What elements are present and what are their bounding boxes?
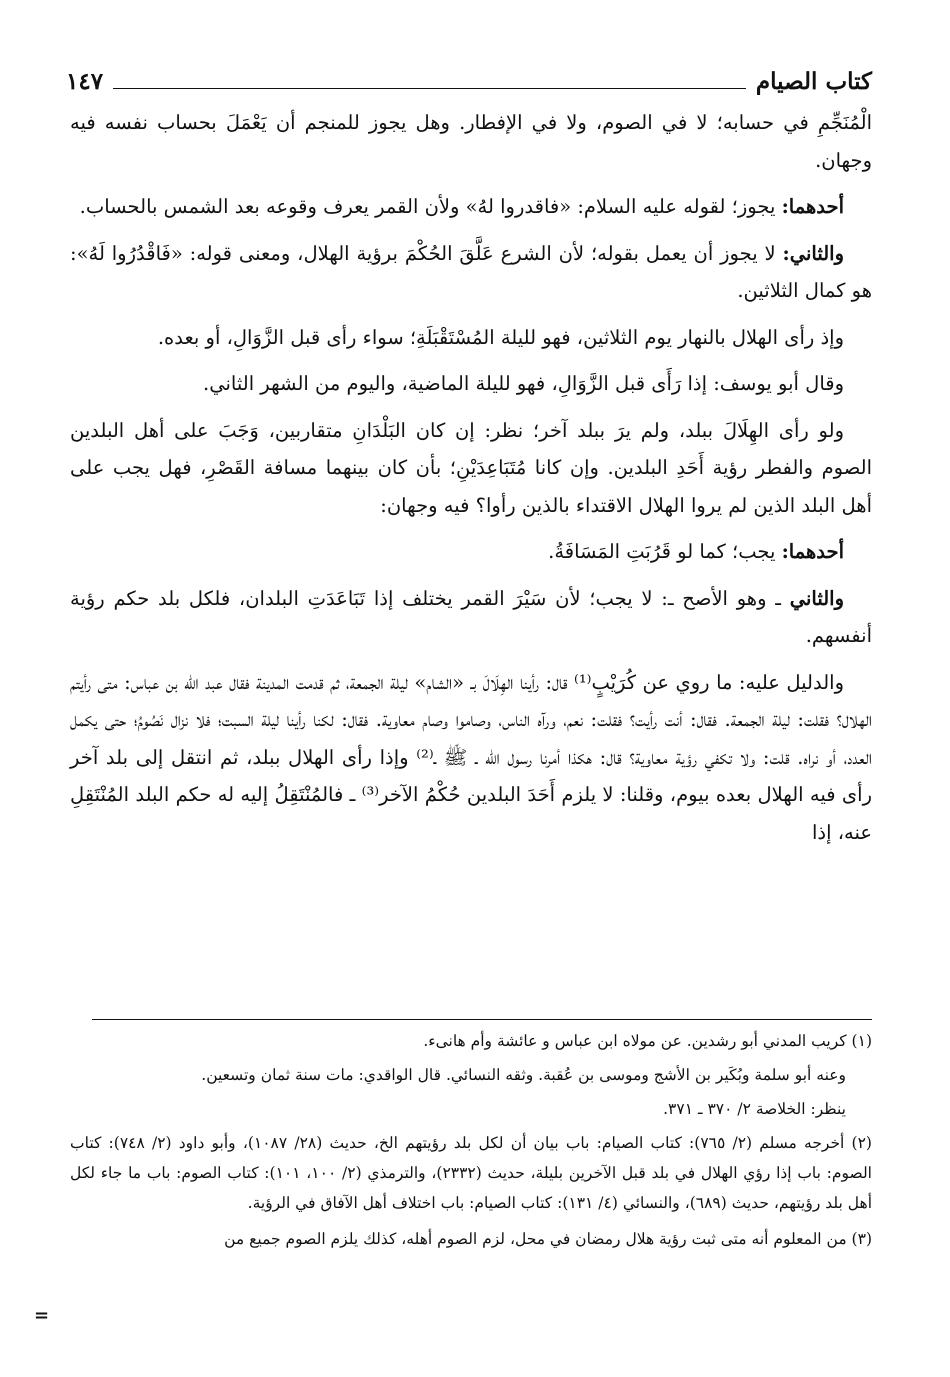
footnote-continuation: وعنه أبو سلمة وبُكَير بن الأشج وموسى بن عُقبة. وثقه النسائي. قال الواقدي: مات سنة ثمان وتسعين. — [201, 1066, 846, 1084]
paragraph — [70, 319, 872, 357]
footnotes — [70, 1026, 872, 1254]
footnote: (١) كريب المدني أبو رشدين. عن مولاه ابن عباس و عائشة وأم هانىء. — [423, 1032, 872, 1050]
paragraph — [70, 412, 872, 525]
paragraph-lead: أحدهما: — [781, 195, 844, 218]
paragraph — [70, 104, 872, 179]
paragraph-text: الْمُنَجِّمِ في حسابه؛ لا في الصوم، ولا في الإفطار. وهل يجوز للمنجم أن يَعْمَلَ بحساب نفسه فيه وجهان. — [70, 111, 872, 172]
footnote: (٢) أخرجه مسلم (٢/ ٧٦٥): كتاب الصيام: باب بيان أن لكل بلد رؤيتهم الخ، حديث (٢٨/ ١٠٨٧)، وأبو داود (٢/ ٧٤٨): كتاب الصوم: باب إذا رؤي الهلال في بلد قبل الآخرين بليلة، حديث (٢٣٣٢)، والترمذي (٢/ ١٠٠، ١٠١): كتاب الصوم: باب ما جاء لكل أهل بلد رؤيتهم، حديث (٦٨٩)، والنسائي (٤/ ١٣١): كتاب الصيام: باب اختلاف أهل الآفاق في الرؤية. — [70, 1134, 872, 1212]
paragraph — [70, 235, 872, 310]
paragraph — [70, 188, 872, 226]
continuation-mark: = — [34, 1305, 50, 1326]
paragraph-text: يجب؛ كما لو قَرُبَتِ المَسَافَةُ. — [548, 540, 782, 563]
paragraph-text: والدليل عليه: ما روي عن كُرَيْبٍ⁽¹⁾ قال: رأينا الهِلَالَ بـ «الشام» ليلة الجمعة، ثم قدمت المدينة فقال عبد الله بن عباس: متى رأيتم الهلال؟ فقلت: ليلة الجمعة. فقال: أنت رأيت؟ فقلت: نعم، ورآه الناس، وصاموا وصام معاوية. فقال: لكنا رأينا ليلة السبت؛ فلا نزال نَصُومُ؛ حتى يكمل العدد، أو نراه. قلت: ولا تكفي رؤية معاوية؟ قال: هكذا أمرنا رسول الله ـ ﷺ ـ⁽²⁾ وإذا رأى الهلال ببلد، ثم انتقل إلى بلد آخر رأى فيه الهلال بعده بيوم، وقلنا: لا يلزم أَحَدَ البلدين حُكْمُ الآخر⁽³⁾ ـ فالمُنْتَقِلُ إليه له حكم البلد المُنْتَقِلِ عنه، إذا — [70, 670, 872, 844]
paragraph-lead: أحدهما: — [781, 540, 844, 563]
footnote: (٣) من المعلوم أنه متى ثبت رؤية هلال رمضان في محل، لزم الصوم أهله، كذلك يلزم الصوم جميع من — [224, 1230, 872, 1248]
main-text — [70, 104, 872, 860]
paragraph-text: ولو رأى الهِلَالَ ببلد، ولم يرَ ببلد آخر؛ نظر: إن كان البَلْدَانِ متقاربين، وَجَبَ على أهل البلدين الصوم والفطر رؤية أَحَدِ البلدين. وإن كانا مُتَبَاعِدَيْنِ؛ بأن كان بينهما مسافة القَصْرِ، فهل يجب على أهل البلد الذين لم يروا الهلال الاقتداء بالذين رأوا؟ فيه وجهان: — [70, 418, 872, 517]
chapter-title: كتاب الصيام — [755, 68, 872, 95]
paragraph — [70, 365, 872, 403]
paragraph-text: وقال أبو يوسف: إذا رَأَى قبل الزَّوَالِ، فهو لليلة الماضية، واليوم من الشهر الثاني. — [203, 372, 844, 395]
page-number: ١٤٧ — [66, 68, 104, 95]
paragraph-lead: والثاني: — [782, 241, 844, 265]
paragraph-lead: والثاني — [789, 586, 844, 610]
paragraph-text: يجوز؛ لقوله عليه السلام: «فاقدروا لهُ» ولأن القمر يعرف وقوعه بعد الشمس بالحساب. — [79, 195, 782, 218]
footnote-divider — [92, 1019, 872, 1020]
header-rule — [113, 88, 746, 89]
paragraph — [70, 664, 872, 852]
page-header — [66, 62, 872, 96]
footnote-reference: ينظر: الخلاصة ٢/ ٣٧٠ ـ ٣٧١. — [663, 1100, 846, 1118]
paragraph-text: لا يجوز أن يعمل بقوله؛ لأن الشرع عَلَّقَ الحُكْمَ برؤية الهلال، ومعنى قوله: «فَاقْدُرُوا لَهُ»: هو كمال الثلاثين. — [70, 241, 872, 302]
paragraph-text: وإذ رأى الهلال بالنهار يوم الثلاثين، فهو لليلة المُسْتَقْبَلَةِ؛ سواء رأى قبل الزَّوَالِ، أو بعده. — [157, 325, 844, 349]
paragraph — [70, 533, 872, 571]
paragraph — [70, 580, 872, 655]
paragraph-text: ـ وهو الأصح ـ: لا يجب؛ لأن سَيْرَ القمر يختلف إذا تَبَاعَدَتِ البلدان، فلكل بلد حكم رؤية أنفسهم. — [70, 586, 872, 647]
